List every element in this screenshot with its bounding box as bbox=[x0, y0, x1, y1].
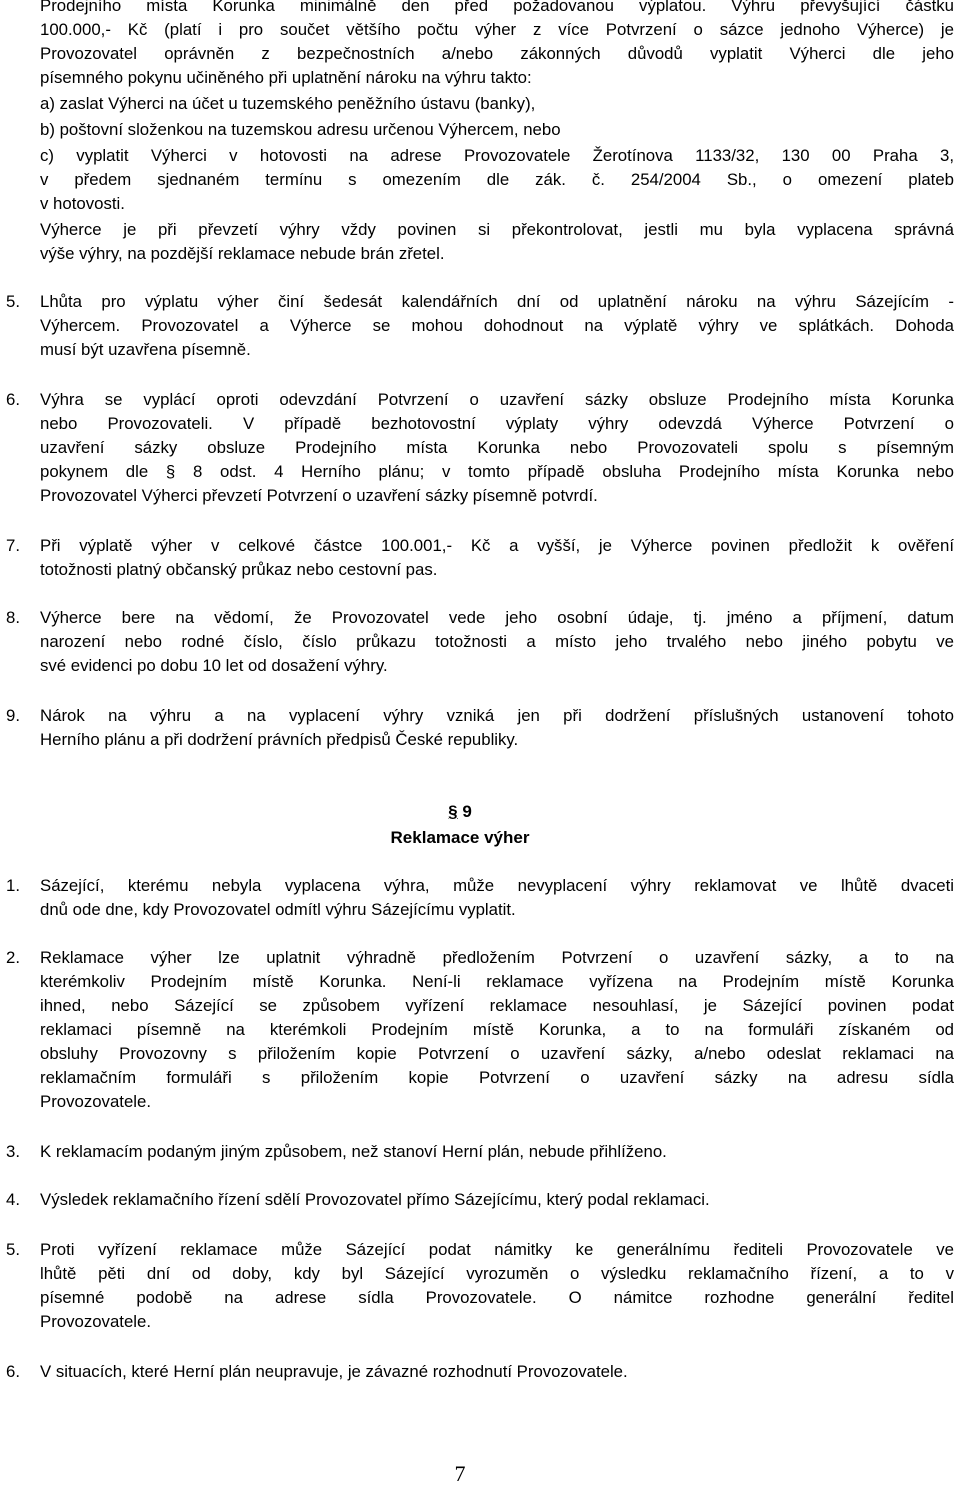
text-line: Reklamace výher lze uplatnit výhradně předložením Potvrzení o uzavření sázky, a to na bbox=[40, 948, 954, 967]
text-line: Provozovatel oprávněn z bezpečnostních a/nebo zákonných důvodů vyplatit Výherci dle jeho bbox=[40, 44, 954, 63]
text-line: c) vyplatit Výherci v hotovosti na adrese Provozovatele Žerotínova 1133/32, 130 00 Praha 3, bbox=[40, 146, 954, 165]
text-line: V situacích, které Herní plán neupravuje, je závazné rozhodnutí Provozovatele. bbox=[40, 1362, 628, 1381]
text-line: své evidenci po dobu 10 let od dosažení výhry. bbox=[40, 656, 388, 675]
text-line: 100.000,- Kč (platí i pro součet většího počtu výher z více Potvrzení o sázce jednoho Výherce) je bbox=[40, 20, 954, 39]
section-number-value: 9 bbox=[462, 802, 472, 821]
text-line: výše výhry, na pozdější reklamace nebude brán zřetel. bbox=[40, 244, 445, 263]
text-line: Nárok na výhru a na vyplacení výhry vzniká jen při dodržení příslušných ustanovení tohoto bbox=[40, 706, 954, 725]
text-line: b) poštovní složenkou na tuzemskou adresu určenou Výhercem, nebo bbox=[40, 120, 561, 139]
text-line: totožnosti platný občanský průkaz nebo cestovní pas. bbox=[40, 560, 438, 579]
item-number: 4. bbox=[6, 1190, 20, 1209]
text-line: Sázející, kterému nebyla vyplacena výhra, může nevyplacení výhry reklamovat ve lhůtě dvaceti bbox=[40, 876, 954, 895]
item-number: 8. bbox=[6, 608, 20, 627]
text-line: reklamaci písemně na kterémkoli Prodejním místě Korunka, a to na formuláři získaném od bbox=[40, 1020, 954, 1039]
text-line: obsluhy Provozovny s přiložením kopie Potvrzení o uzavření sázky, a/nebo odeslat reklamaci na bbox=[40, 1044, 954, 1063]
item-number: 2. bbox=[6, 948, 20, 967]
text-line: Lhůta pro výplatu výher činí šedesát kalendářních dní od uplatnění nároku na výhru Sázejícím - bbox=[40, 292, 954, 311]
text-line: písemného pokynu učiněného při uplatnění nároku na výhru takto: bbox=[40, 68, 532, 87]
text-line: Provozovatel Výherci převzetí Potvrzení o uzavření sázky písemně potvrdí. bbox=[40, 486, 598, 505]
text-line: reklamačním formuláři s přiložením kopie Potvrzení o uzavření sázky na adresu sídla bbox=[40, 1068, 954, 1087]
text-line: pokynem dle § 8 odst. 4 Herního plánu; v tomto případě obsluha Prodejního místa Korunka nebo bbox=[40, 462, 954, 481]
section-title: Reklamace výher bbox=[390, 828, 530, 847]
text-line: v hotovosti. bbox=[40, 194, 125, 213]
text-line: dnů ode dne, kdy Provozovatel odmítl výhru Sázejícímu vyplatit. bbox=[40, 900, 516, 919]
page-number: 7 bbox=[454, 1461, 466, 1486]
item-number: 3. bbox=[6, 1142, 20, 1161]
item-number: 5. bbox=[6, 1240, 20, 1259]
text-line: Výherce je při převzetí výhry vždy povinen si překontrolovat, jestli mu byla vyplacena správná bbox=[40, 220, 954, 239]
section-symbol: § bbox=[448, 802, 458, 821]
text-line: Provozovatele. bbox=[40, 1312, 152, 1331]
text-line: lhůtě pěti dní od doby, kdy byl Sázející vyrozuměn o výsledku reklamačního řízení, a to v bbox=[40, 1264, 954, 1283]
text-line: v předem sjednaném termínu s omezením dle zák. č. 254/2004 Sb., o omezení plateb bbox=[40, 170, 954, 189]
item-number: 1. bbox=[6, 876, 20, 895]
section-number bbox=[0, 800, 920, 824]
text-line: nebo Provozovateli. V případě bezhotovostní výplaty výhry odevzdá Výherce Potvrzení o bbox=[40, 414, 954, 433]
item-number: 9. bbox=[6, 706, 20, 725]
text-line: ihned, nebo Sázející se způsobem vyřízení reklamace nesouhlasí, je Sázející povinen podat bbox=[40, 996, 954, 1015]
text-line: narození nebo rodné číslo, číslo průkazu totožnosti a místo jeho trvalého nebo jiného pobytu ve bbox=[40, 632, 954, 651]
text-line: Výherce bere na vědomí, že Provozovatel vede jeho osobní údaje, tj. jméno a příjmení, datum bbox=[40, 608, 954, 627]
item-number: 6. bbox=[6, 390, 20, 409]
text-line: Výsledek reklamačního řízení sdělí Provozovatel přímo Sázejícímu, který podal reklamaci. bbox=[40, 1190, 710, 1209]
text-line: kterémkoliv Prodejním místě Korunka. Není-li reklamace vyřízena na Prodejním místě Korunka bbox=[40, 972, 954, 991]
item-number: 7. bbox=[6, 536, 20, 555]
item-number: 5. bbox=[6, 292, 20, 311]
text-line: musí být uzavřena písemně. bbox=[40, 340, 251, 359]
text-line: Výhra se vyplácí oproti odevzdání Potvrzení o uzavření sázky obsluze Prodejního místa Korunka bbox=[40, 390, 954, 409]
text-line: Provozovatele. bbox=[40, 1092, 152, 1111]
item-number: 6. bbox=[6, 1362, 20, 1381]
text-line: a) zaslat Výherci na účet u tuzemského peněžního ústavu (banky), bbox=[40, 94, 536, 113]
text-line: písemné podobě na adrese sídla Provozovatele. O námitce rozhodne generální ředitel bbox=[40, 1288, 954, 1307]
text-line: K reklamacím podaným jiným způsobem, než stanoví Herní plán, nebude přihlíženo. bbox=[40, 1142, 667, 1161]
text-line: Herního plánu a při dodržení právních předpisů České republiky. bbox=[40, 730, 519, 749]
text-line: Prodejního místa Korunka minimálně den před požadovanou výplatou. Výhru převyšující částku bbox=[40, 0, 954, 15]
text-line: uzavření sázky obsluze Prodejního místa Korunka nebo Provozovateli spolu s písemným bbox=[40, 438, 954, 457]
text-line: Výhercem. Provozovatel a Výherce se mohou dohodnout na výplatě výhry ve splátkách. Dohoda bbox=[40, 316, 954, 335]
text-line: Proti vyřízení reklamace může Sázející podat námitky ke generálnímu řediteli Provozovatele ve bbox=[40, 1240, 954, 1259]
text-line: Při výplatě výher v celkové částce 100.001,- Kč a vyšší, je Výherce povinen předložit k ověření bbox=[40, 536, 954, 555]
